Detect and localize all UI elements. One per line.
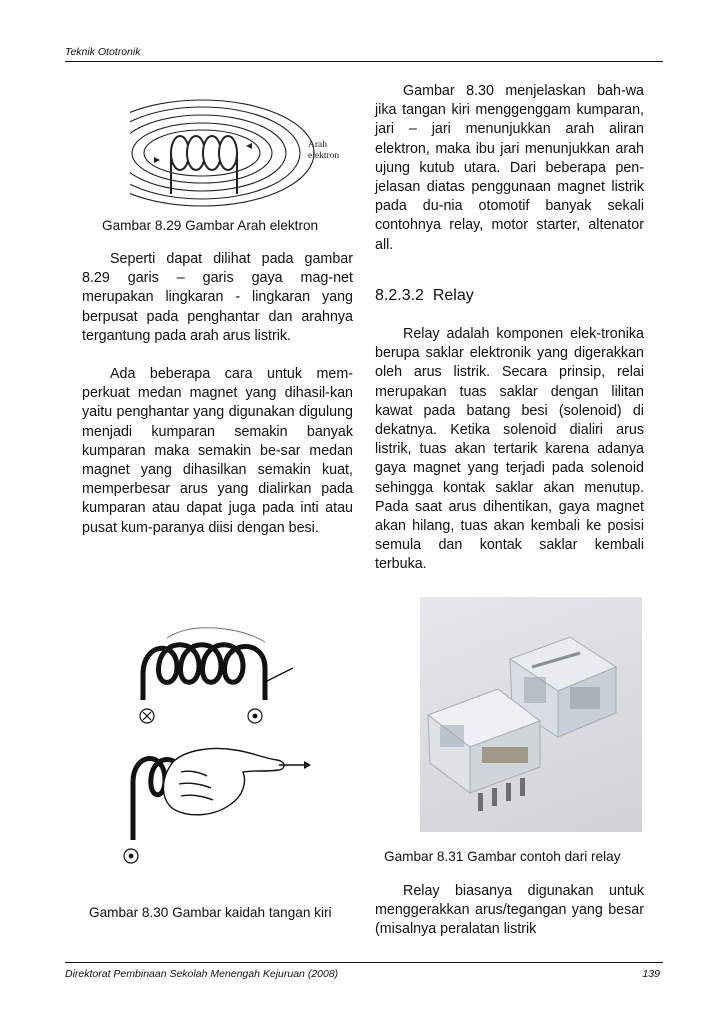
- relay-paragraph: Relay adalah komponen elek-tronika berupa saklar elektronik yang digerakkan oleh arus listrik. Secara prinsip, relai merupakan tuas saklar dengan lilitan kawat pada batang besi (solenoid) di dekatnya. Ketika solenoid dialiri arus listrik, tuas akan tertarik karena adanya gaya magnet yang terjadi pada solenoid sehingga kontak saklar akan menutup. Pada saat arus dihentikan, gaya magnet akan hilang, tuas akan kembali ke posisi semula dan kontak saklar kembali terbuka.: [375, 326, 644, 573]
- lower-terminal-symbol: [124, 849, 138, 863]
- left-paragraph-2: Ada beberapa cara untuk mem-perkuat medan magnet yang dihasil-kan yaitu penghantar yang digunakan digulung menjadi kumparan semakin banyak kumparan maka semakin be-sar medan magnet yang dihasilkan semakin kuat, memperbesar arus yang dialirkan pada kumparan atau dapat juga pada inti atau pusat kum-paranya diisi dengan besi.: [82, 366, 353, 536]
- footer-rule: [65, 962, 663, 963]
- section-heading-relay: 8.2.3.2 Relay: [375, 287, 474, 304]
- figure-label-arah: Arah: [308, 140, 327, 150]
- running-header: Teknik Ototronik: [65, 46, 141, 58]
- coil-windings: [171, 136, 237, 170]
- figure-8-30-left-hand-rule: [115, 612, 315, 872]
- header-rule: [65, 61, 663, 62]
- page-number: 139: [642, 968, 660, 980]
- upper-terminal-symbols: [140, 709, 262, 723]
- figure-8-30-caption: Gambar 8.30 Gambar kaidah tangan kiri: [89, 905, 332, 920]
- figure-8-31-relay-photo: [420, 597, 642, 832]
- upper-coil: [143, 645, 265, 700]
- figure-8-29-coil-field: [130, 98, 370, 210]
- figure-8-29-caption: Gambar 8.29 Gambar Arah elektron: [102, 218, 319, 233]
- figure-8-31-caption: Gambar 8.31 Gambar contoh dari relay: [384, 849, 621, 864]
- right-continuation-paragraph: Relay biasanya digunakan untuk menggerakkan arus/tegangan yang besar (misalnya peralatan listrik: [375, 883, 644, 938]
- right-intro-paragraph: Gambar 8.30 menjelaskan bah-wa jika tangan kiri menggenggam kumparan, jari – jari menunjukkan arah aliran elektron, maka ibu jari menunjukkan arah ujung kutub utara. Dari beberapa pen-jelasan diatas penggunaan magnet listrik pada du-nia otomotif banyak sekali contohnya relay, motor starter, altenator all.: [375, 83, 644, 253]
- left-paragraph-1: Seperti dapat dilihat pada gambar 8.29 garis – garis gaya mag-net merupakan lingkaran - lingkaran yang berpusat pada penghantar dan arahnya tergantung pada arah arus listrik.: [82, 251, 353, 344]
- hand: [163, 749, 284, 815]
- figure-label-elektron: elektron: [308, 151, 340, 161]
- footer-publisher: Direktorat Pembinaan Sekolah Menengah Kejuruan (2008): [65, 968, 339, 980]
